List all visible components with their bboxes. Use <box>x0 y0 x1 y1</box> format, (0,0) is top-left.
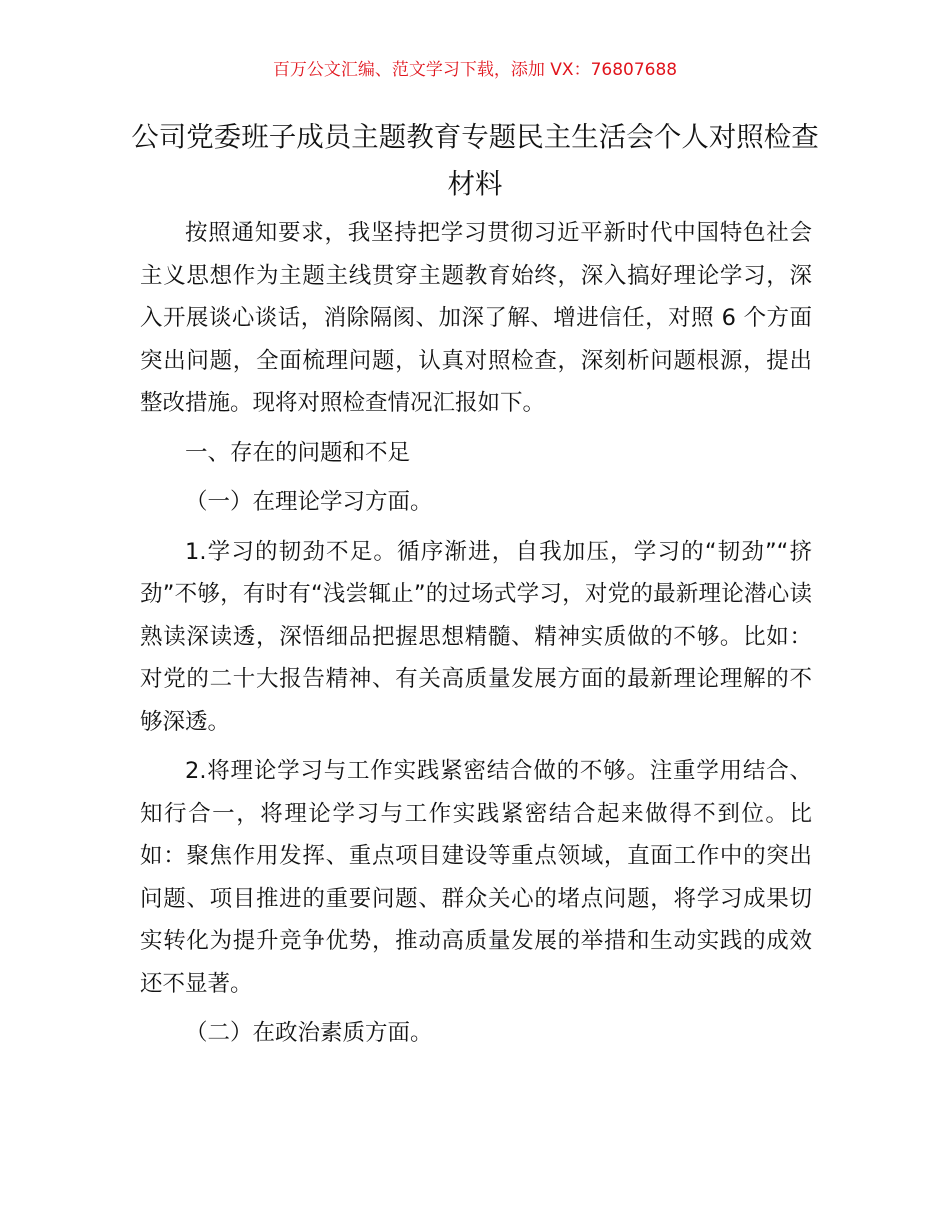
document-title: 公司党委班子成员主题教育专题民主生活会个人对照检查材料 <box>131 121 819 200</box>
document-body <box>140 212 812 1055</box>
watermark-header: 百万公文汇编、范文学习下载，添加 VX：76807688 <box>272 60 678 80</box>
item-paragraph-1: 1.学习的韧劲不足。循序渐进，自我加压，学习的“韧劲”“挤劲”不够，有时有“浅尝辄止”的过场式学习，对党的最新理论潜心读熟读深读透，深悟细品把握思想精髓、精神实质做的不够。比如：对党的二十大报告精神、有关高质量发展方面的最新理论理解的不够深透。 <box>140 538 812 735</box>
section-heading-problems: 一、存在的问题和不足 <box>185 439 411 466</box>
item-paragraph-2: 2.将理论学习与工作实践紧密结合做的不够。注重学用结合、知行合一，将理论学习与工作实践紧密结合起来做得不到位。比如：聚焦作用发挥、重点项目建设等重点领域，直面工作中的突出问题、项目推进的重要问题、群众关心的堵点问题，将学习成果切实转化为提升竞争优势，推动高质量发展的举措和生动实践的成效还不显著。 <box>140 758 812 997</box>
subsection-heading-political-quality: （二）在政治素质方面。 <box>185 1020 433 1046</box>
subsection-heading-theory-study: （一）在理论学习方面。 <box>185 489 433 515</box>
intro-paragraph: 按照通知要求，我坚持把学习贯彻习近平新时代中国特色社会主义思想作为主题主线贯穿主题教育始终，深入搞好理论学习，深入开展谈心谈话，消除隔阂、加深了解、增进信任，对照 6 个方面突出问题，全面梳理问题，认真对照检查，深刻析问题根源，提出整改措施。现将对照检查情况汇报如下。 <box>140 220 812 416</box>
